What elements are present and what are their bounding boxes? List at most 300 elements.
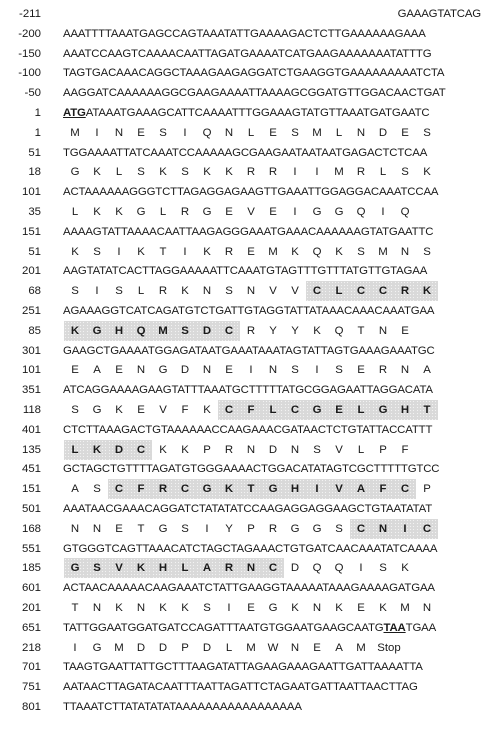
- nucleotide-sequence: GAAGCTGAAAATGGAGATAATGAAATAAATAGTATTAGTGAAAGAAATGC: [63, 344, 435, 357]
- position-number: 801: [21, 701, 41, 713]
- amino-acid: L: [335, 126, 343, 139]
- amino-acid: C: [130, 440, 152, 460]
- nucleotide-sequence: [63, 618, 481, 638]
- nucleotide-sequence: CTCTTAAAGACTGTAAAAAACCAAGAAACGATAACTCTGTATTACCATTT: [63, 423, 433, 436]
- amino-acid: L: [225, 641, 233, 654]
- amino-acid: S: [71, 404, 79, 416]
- amino-acid: S: [174, 321, 196, 341]
- amino-acid: I: [293, 166, 297, 179]
- amino-acid: Q: [334, 324, 344, 337]
- amino-acid: N: [92, 602, 102, 614]
- nucleotide-sequence: GTGGGTCAGTTAAACATCTAGCTAGAAACTGTGATCAACAAATATCAAAA: [63, 542, 438, 555]
- amino-acid: K: [159, 166, 167, 179]
- amino-acid: L: [174, 558, 196, 578]
- amino-acid-sequence: [64, 479, 480, 499]
- amino-acid: C: [416, 519, 438, 539]
- nucleotide-row: [0, 301, 485, 321]
- amino-acid-row: [0, 479, 485, 499]
- amino-acid: K: [225, 166, 233, 179]
- amino-acid-sequence: [64, 519, 480, 539]
- amino-acid: K: [115, 206, 123, 218]
- amino-acid: I: [95, 126, 99, 139]
- nucleotide-row: [0, 182, 485, 202]
- amino-acid: C: [218, 400, 240, 420]
- amino-acid: M: [334, 166, 344, 179]
- amino-acid: Q: [400, 206, 410, 218]
- nucleotide-row: [0, 539, 485, 559]
- position-number: 401: [21, 423, 41, 436]
- amino-acid: M: [400, 602, 410, 614]
- amino-acid: I: [95, 285, 99, 298]
- position-number: -200: [18, 27, 41, 40]
- nucleotide-row: [0, 697, 485, 717]
- amino-acid: L: [159, 206, 167, 218]
- amino-acid: M: [356, 641, 366, 654]
- position-number: 18: [28, 166, 41, 179]
- amino-acid: N: [422, 602, 432, 614]
- amino-acid: E: [328, 400, 350, 420]
- amino-acid: S: [181, 522, 189, 535]
- amino-acid: D: [108, 440, 130, 460]
- amino-acid: K: [181, 602, 189, 614]
- amino-acid: E: [357, 602, 365, 614]
- nucleotide-sequence: AGAAAGGTCATCAGATGTCTGATTGTAGGTATTATAAACAAACAAATGAA: [63, 305, 435, 317]
- nucleotide-sequence: ACTAAAAAAGGGTCTTAGAGGAGAAGTTGAAATTGGAGGACAAATCCAA: [63, 186, 439, 199]
- amino-acid: G: [136, 206, 146, 218]
- amino-acid: D: [158, 641, 168, 654]
- amino-acid: N: [290, 641, 300, 654]
- amino-acid: K: [93, 206, 101, 218]
- amino-acid: F: [240, 400, 262, 420]
- amino-acid-sequence: [64, 638, 480, 658]
- amino-acid: G: [290, 522, 300, 535]
- position-number: 551: [21, 542, 41, 555]
- amino-acid: N: [240, 558, 262, 578]
- amino-acid: D: [290, 562, 300, 575]
- position-number: 251: [21, 305, 41, 317]
- amino-acid: Q: [202, 126, 212, 139]
- amino-acid: I: [249, 364, 253, 377]
- position-number: 101: [21, 186, 41, 199]
- amino-acid: N: [312, 602, 322, 614]
- start-codon: ATG: [63, 107, 86, 119]
- amino-acid-sequence: [64, 281, 480, 301]
- amino-acid: N: [92, 522, 102, 535]
- position-number: 85: [28, 324, 41, 337]
- amino-acid: G: [202, 206, 212, 218]
- amino-acid: N: [114, 126, 124, 139]
- amino-acid: P: [181, 641, 189, 654]
- amino-acid: S: [423, 245, 431, 258]
- amino-acid: N: [136, 602, 146, 614]
- nucleotide-row: [0, 618, 485, 638]
- nucleotide-row: [0, 143, 485, 163]
- amino-acid: M: [268, 245, 278, 258]
- amino-acid-row: [0, 598, 485, 618]
- amino-acid: V: [269, 285, 277, 298]
- nucleotide-row: [0, 44, 485, 64]
- amino-acid: K: [313, 324, 321, 337]
- amino-acid: N: [246, 285, 256, 298]
- amino-acid: K: [291, 245, 299, 258]
- amino-acid: C: [262, 558, 284, 578]
- position-number: 118: [22, 404, 41, 416]
- amino-acid: C: [394, 479, 416, 499]
- position-number: 185: [21, 562, 41, 575]
- amino-acid: E: [225, 364, 233, 377]
- amino-acid: C: [306, 281, 328, 301]
- amino-acid: D: [180, 364, 190, 377]
- amino-acid: Y: [291, 324, 299, 337]
- amino-acid: R: [218, 558, 240, 578]
- nucleotide-sequence: GCTAGCTGTTTTAGATGTGGGAAAACTGGACATATAGTCGCTTTTTGTCC: [63, 463, 440, 476]
- amino-acid: S: [291, 364, 299, 377]
- amino-acid: K: [64, 321, 86, 341]
- stop-label: Stop: [377, 641, 401, 654]
- amino-acid: P: [247, 522, 255, 535]
- nucleotide-row: [0, 578, 485, 598]
- nucleotide-sequence: TGGAAAATTATCAAATCCAAAAAGCGAAGAATAATAATGAGACTCTCAA: [63, 146, 428, 159]
- amino-acid: L: [379, 166, 387, 179]
- amino-acid: D: [196, 321, 218, 341]
- nucleotide-row: [0, 83, 485, 103]
- amino-acid: N: [378, 324, 388, 337]
- nucleotide-row: [0, 380, 485, 400]
- amino-acid: D: [268, 443, 278, 456]
- amino-acid: P: [203, 443, 211, 456]
- position-number: 135: [21, 443, 41, 456]
- position-number: 601: [21, 582, 41, 595]
- stop-codon: TAA: [383, 621, 406, 634]
- amino-acid: S: [423, 126, 431, 139]
- position-number: 218: [21, 641, 41, 654]
- amino-acid: T: [71, 602, 79, 614]
- amino-acid: E: [269, 126, 277, 139]
- position-number: 301: [21, 344, 41, 357]
- nucleotide-sequence: [63, 103, 481, 123]
- amino-acid: G: [86, 321, 108, 341]
- amino-acid: N: [268, 364, 278, 377]
- amino-acid: T: [357, 324, 365, 337]
- amino-acid: K: [291, 602, 299, 614]
- amino-acid: K: [181, 443, 189, 456]
- position-number: 68: [28, 285, 41, 298]
- amino-acid: N: [202, 364, 212, 377]
- amino-acid: M: [246, 641, 256, 654]
- amino-acid: I: [315, 364, 319, 377]
- amino-acid: C: [284, 400, 306, 420]
- amino-acid: N: [372, 519, 394, 539]
- amino-acid: N: [290, 443, 300, 456]
- amino-acid: K: [93, 166, 101, 179]
- position-number: 501: [21, 503, 41, 515]
- amino-acid: E: [401, 126, 409, 139]
- amino-acid: V: [159, 404, 167, 416]
- amino-acid: R: [246, 324, 256, 337]
- amino-acid: V: [291, 285, 299, 298]
- amino-acid: R: [268, 522, 278, 535]
- amino-acid: S: [313, 443, 321, 456]
- amino-acid: N: [356, 126, 366, 139]
- amino-acid-sequence: [64, 400, 480, 420]
- amino-acid: L: [71, 206, 79, 218]
- position-number: 168: [21, 522, 41, 535]
- amino-acid-sequence: [64, 242, 480, 262]
- amino-acid-row: [0, 360, 485, 380]
- position-number: 201: [21, 265, 41, 278]
- amino-acid: K: [401, 562, 409, 575]
- position-number: 751: [21, 681, 41, 694]
- amino-acid: K: [159, 602, 167, 614]
- amino-acid: P: [423, 483, 431, 496]
- position-number: 651: [21, 621, 41, 634]
- amino-acid-row: [0, 440, 485, 460]
- amino-acid: M: [70, 126, 80, 139]
- amino-acid: G: [372, 400, 394, 420]
- amino-acid-sequence: [64, 360, 480, 380]
- amino-acid: G: [158, 522, 168, 535]
- nucleotide-sequence: TAGTGACAAACAGGCTAAAGAAGAGGATCTGAAGGTGAAAAAAAAATCTA: [63, 67, 445, 80]
- amino-acid: S: [93, 245, 101, 258]
- nucleotide-row: [0, 4, 485, 24]
- nucleotide-row: [0, 657, 485, 677]
- amino-acid-row: [0, 400, 485, 420]
- amino-acid: N: [400, 364, 410, 377]
- amino-acid: R: [224, 245, 234, 258]
- amino-acid: W: [267, 641, 279, 654]
- amino-acid: G: [196, 479, 218, 499]
- amino-acid-sequence: [64, 558, 480, 578]
- amino-acid: V: [108, 558, 130, 578]
- position-number: -150: [18, 47, 41, 60]
- amino-acid: S: [401, 166, 409, 179]
- amino-acid: T: [159, 245, 167, 258]
- nucleotide-row: [0, 341, 485, 361]
- amino-acid: R: [246, 166, 256, 179]
- amino-acid: I: [306, 479, 328, 499]
- amino-acid: L: [350, 400, 372, 420]
- amino-acid: N: [400, 245, 410, 258]
- nucleotide-sequence: AATAACTTAGATACAATTTAATTAGATTCTAGAATGATTAATTAACTTAG: [63, 681, 418, 694]
- nucleotide-row: [0, 459, 485, 479]
- amino-acid: R: [378, 364, 388, 377]
- amino-acid: Q: [334, 562, 344, 575]
- amino-acid: Q: [356, 206, 366, 218]
- nucleotide-row: [0, 24, 485, 44]
- amino-acid: N: [202, 285, 212, 298]
- amino-acid-sequence: [64, 123, 480, 143]
- amino-acid: C: [218, 321, 240, 341]
- amino-acid: G: [312, 206, 322, 218]
- amino-acid: F: [372, 479, 394, 499]
- amino-acid-row: [0, 558, 485, 578]
- nucleotide-row: [0, 103, 485, 123]
- amino-acid: E: [247, 245, 255, 258]
- amino-acid: S: [71, 285, 79, 298]
- amino-acid: I: [359, 562, 363, 575]
- position-number: 35: [28, 206, 41, 218]
- amino-acid: S: [86, 558, 108, 578]
- position-number: 151: [21, 483, 41, 496]
- amino-acid: K: [416, 281, 438, 301]
- amino-acid: L: [357, 443, 365, 456]
- sequence-segment: TGAA: [405, 621, 437, 634]
- nucleotide-sequence: TTAAATCTTATATATATAAAAAAAAAAAAAAAAA: [63, 701, 302, 713]
- position-number: 1: [34, 126, 41, 139]
- amino-acid: L: [328, 281, 350, 301]
- nucleotide-row: [0, 63, 485, 83]
- amino-acid-row: [0, 638, 485, 658]
- position-number: 451: [21, 463, 41, 476]
- amino-acid: I: [117, 245, 121, 258]
- amino-acid: K: [335, 602, 343, 614]
- amino-acid: M: [114, 641, 124, 654]
- amino-acid: S: [115, 285, 123, 298]
- amino-acid: A: [423, 364, 431, 377]
- amino-acid: K: [115, 602, 123, 614]
- position-number: 101: [21, 364, 41, 377]
- amino-acid: C: [108, 479, 130, 499]
- amino-acid: S: [357, 245, 365, 258]
- amino-acid: S: [159, 126, 167, 139]
- amino-acid: S: [225, 285, 233, 298]
- nucleotide-sequence: AAATTTTAAATGAGCCAGTAAATATTGAAAAGACTCTTGAAAAAAGAAA: [63, 27, 426, 40]
- amino-acid: E: [225, 206, 233, 218]
- amino-acid: G: [268, 602, 278, 614]
- amino-acid: L: [115, 166, 123, 179]
- amino-acid: N: [136, 364, 146, 377]
- nucleotide-sequence: GAAAGTATCAG: [397, 8, 481, 20]
- amino-acid: K: [218, 479, 240, 499]
- nucleotide-row: [0, 499, 485, 519]
- amino-acid: H: [284, 479, 306, 499]
- nucleotide-sequence: TAAGTGAATTATTGCTTTAAGATATTAGAAGAAAGAATTGATTAAAATTA: [63, 661, 423, 674]
- amino-acid: Q: [130, 321, 152, 341]
- amino-acid: M: [312, 126, 322, 139]
- amino-acid: K: [115, 404, 123, 416]
- amino-acid: S: [93, 483, 101, 496]
- amino-acid: L: [262, 400, 284, 420]
- amino-acid: C: [350, 519, 372, 539]
- amino-acid: S: [291, 126, 299, 139]
- position-number: 151: [21, 225, 41, 238]
- amino-acid: M: [378, 245, 388, 258]
- amino-acid: I: [315, 166, 319, 179]
- amino-acid: L: [247, 126, 255, 139]
- amino-acid: R: [394, 281, 416, 301]
- nucleotide-sequence: AAGTATATCACTTAGGAAAAATTCAAATGTAGTTTGTTTATGTTGTAGAA: [63, 265, 428, 278]
- amino-acid: G: [92, 404, 102, 416]
- nucleotide-sequence: ACTAACAAAAACAAGAAATCTATTGAAGGTAAAAATAAAGAAAAGATGAA: [63, 582, 435, 595]
- nucleotide-row: [0, 222, 485, 242]
- amino-acid: I: [394, 519, 416, 539]
- amino-acid: S: [181, 166, 189, 179]
- amino-acid: G: [306, 400, 328, 420]
- amino-acid: S: [137, 166, 145, 179]
- amino-acid: F: [401, 443, 409, 456]
- amino-acid: A: [335, 641, 343, 654]
- amino-acid: G: [312, 522, 322, 535]
- position-number: -100: [18, 67, 41, 80]
- amino-acid: E: [71, 364, 79, 377]
- position-number: 701: [21, 661, 41, 674]
- amino-acid: D: [202, 641, 212, 654]
- position-number: 201: [21, 602, 41, 614]
- amino-acid: A: [71, 483, 79, 496]
- amino-acid: F: [130, 479, 152, 499]
- nucleotide-sequence: AAATAACGAAACAGGATCTATATATCCAAGAGGAGGAAGCTGTAATATAT: [63, 503, 433, 515]
- amino-acid: E: [115, 522, 123, 535]
- amino-acid: I: [381, 206, 385, 218]
- amino-acid: I: [227, 602, 231, 614]
- amino-acid: G: [92, 641, 102, 654]
- amino-acid: R: [224, 443, 234, 456]
- sequence-segment: TATTGGAATGGATGATCCAGATTTAATGTGGAATGAAGCAATG: [63, 621, 384, 634]
- amino-acid: A: [350, 479, 372, 499]
- amino-acid: H: [152, 558, 174, 578]
- amino-acid-row: [0, 321, 485, 341]
- amino-acid: G: [158, 364, 168, 377]
- amino-acid-row: [0, 281, 485, 301]
- amino-acid-row: [0, 519, 485, 539]
- amino-acid: G: [70, 166, 80, 179]
- amino-acid-row: [0, 242, 485, 262]
- amino-acid: C: [350, 281, 372, 301]
- amino-acid: I: [183, 245, 187, 258]
- amino-acid: K: [335, 245, 343, 258]
- amino-acid: R: [356, 166, 366, 179]
- amino-acid: K: [379, 602, 387, 614]
- amino-acid: C: [372, 281, 394, 301]
- amino-acid-sequence: [64, 440, 480, 460]
- nucleotide-row: [0, 420, 485, 440]
- nucleotide-row: [0, 677, 485, 697]
- amino-acid: N: [246, 443, 256, 456]
- amino-acid: D: [378, 126, 388, 139]
- amino-acid: K: [159, 443, 167, 456]
- amino-acid: H: [394, 400, 416, 420]
- amino-acid: R: [158, 285, 168, 298]
- amino-acid: V: [328, 479, 350, 499]
- amino-acid: K: [137, 245, 145, 258]
- amino-acid: E: [269, 206, 277, 218]
- nucleotide-sequence: ATCAGGAAAAGAAGTATTTAAATGCTTTTTATGCGGAGAATTAGGACATA: [63, 384, 433, 397]
- amino-acid: K: [203, 166, 211, 179]
- amino-acid: Q: [312, 245, 322, 258]
- amino-acid: K: [203, 245, 211, 258]
- amino-acid: S: [379, 562, 387, 575]
- amino-acid: A: [196, 558, 218, 578]
- amino-acid: E: [313, 641, 321, 654]
- amino-acid: Q: [312, 562, 322, 575]
- amino-acid: E: [247, 602, 255, 614]
- amino-acid: A: [93, 364, 101, 377]
- amino-acid: R: [152, 479, 174, 499]
- amino-acid: G: [64, 558, 86, 578]
- nucleotide-sequence: AAAAGTATTAAAACAATTAAGAGGGAAATGAAACAAAAAAGTATGAATTC: [63, 225, 434, 238]
- amino-acid: T: [137, 522, 145, 535]
- amino-acid: S: [203, 602, 211, 614]
- position-number: 51: [28, 146, 41, 159]
- amino-acid: N: [224, 126, 234, 139]
- position-number: -50: [24, 87, 41, 100]
- amino-acid: F: [181, 404, 189, 416]
- amino-acid: D: [136, 641, 146, 654]
- amino-acid-row: [0, 123, 485, 143]
- amino-acid: P: [379, 443, 387, 456]
- position-number: 351: [21, 384, 41, 397]
- position-number: 1: [34, 107, 41, 119]
